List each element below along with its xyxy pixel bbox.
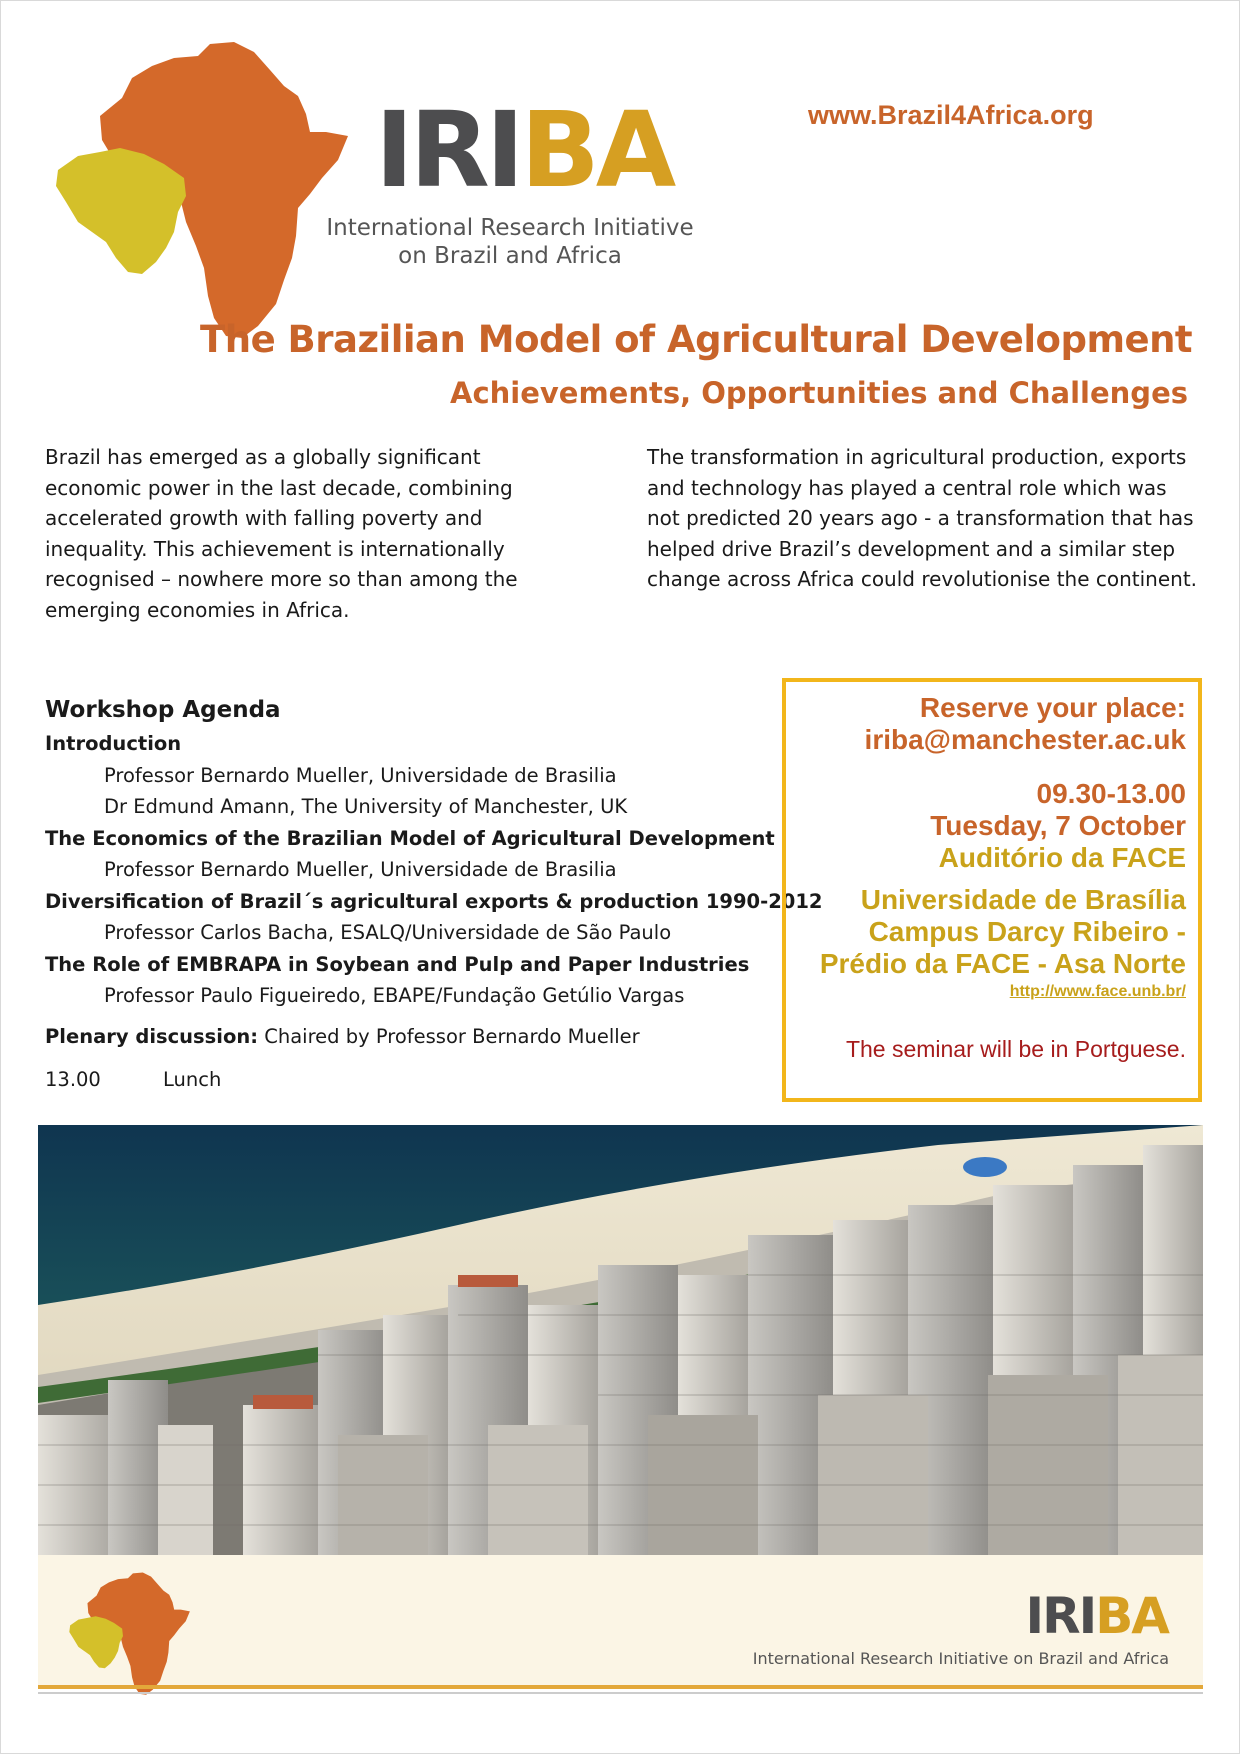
lunch-label: Lunch bbox=[163, 1068, 222, 1091]
workshop-agenda bbox=[45, 692, 823, 1096]
agenda-heading: Workshop Agenda bbox=[45, 697, 281, 723]
agenda-section-title: The Economics of the Brazilian Model of Agricultural Development bbox=[45, 826, 775, 850]
agenda-speaker: Professor Paulo Figueiredo, EBAPE/Fundação Getúlio Vargas bbox=[104, 984, 685, 1007]
agenda-speaker: Professor Bernardo Mueller, Universidade de Brasilia bbox=[104, 858, 617, 881]
brand-logo bbox=[375, 89, 673, 211]
agenda-speaker: Professor Carlos Bacha, ESALQ/Universidade de São Paulo bbox=[104, 921, 672, 944]
footer-brand-iri: IRI bbox=[1025, 1587, 1096, 1645]
spacer bbox=[786, 874, 1186, 884]
plenary-text: Chaired by Professor Bernardo Mueller bbox=[258, 1024, 640, 1048]
footer-subtitle: International Research Initiative on Brazil and Africa bbox=[752, 1649, 1169, 1668]
spacer bbox=[786, 756, 1186, 778]
face-website-link[interactable]: http://www.face.unb.br/ bbox=[1009, 983, 1186, 1000]
africa-brazil-footer-icon bbox=[66, 1569, 194, 1697]
language-note: The seminar will be in Portguese. bbox=[845, 1036, 1186, 1062]
event-time: 09.30-13.00 bbox=[1036, 778, 1186, 809]
brand-iri: IRI bbox=[375, 89, 521, 211]
reserve-box bbox=[782, 678, 1202, 1102]
intro-paragraph-right: The transformation in agricultural production, exports and technology has played a central role which was not predicted 20 years ago - a transformation that has helped drive Brazil’s development and a similar step change across Africa could revolutionise the continent. bbox=[647, 445, 1198, 591]
page-title: The Brazilian Model of Agricultural Development bbox=[200, 318, 1193, 361]
footer-divider bbox=[38, 1685, 1203, 1689]
reserve-email[interactable]: iriba@manchester.ac.uk bbox=[864, 724, 1186, 755]
agenda-speaker: Professor Bernardo Mueller, Universidade de Brasilia bbox=[104, 763, 617, 787]
agenda-section-title: Introduction bbox=[45, 732, 182, 755]
lunch-time: 13.00 bbox=[45, 1068, 101, 1091]
plenary-discussion bbox=[45, 1021, 785, 1053]
africa-brazil-logo-icon bbox=[48, 36, 358, 341]
event-building: Prédio da FACE - Asa Norte bbox=[819, 948, 1186, 979]
brand-subtitle bbox=[320, 214, 700, 270]
event-university: Universidade de Brasília bbox=[860, 884, 1186, 915]
agenda-section-title: The Role of EMBRAPA in Soybean and Pulp and Paper Industries bbox=[45, 952, 750, 976]
page-subtitle: Achievements, Opportunities and Challenges bbox=[450, 376, 1188, 410]
brand-ba: BA bbox=[520, 89, 673, 211]
reserve-heading: Reserve your place: bbox=[919, 692, 1186, 723]
footer-divider-secondary bbox=[38, 1692, 1203, 1694]
agenda-section-title: Diversification of Brazil´s agricultural exports & production 1990-2012 bbox=[45, 889, 823, 913]
event-date: Tuesday, 7 October bbox=[930, 810, 1186, 841]
agenda-speaker: Dr Edmund Amann, The University of Manchester, UK bbox=[104, 795, 628, 818]
footer-brand-ba: BA bbox=[1095, 1587, 1168, 1645]
plenary-label: Plenary discussion: bbox=[45, 1024, 259, 1048]
beach-city-photo bbox=[38, 1125, 1203, 1555]
intro-paragraph-left: Brazil has emerged as a globally significant economic power in the last decade, combining accelerated growth with falling poverty and inequality. This achievement is internationally recognised – nowhere more so than among the emerging economies in Africa. bbox=[45, 445, 518, 622]
event-campus: Campus Darcy Ribeiro - bbox=[868, 916, 1186, 947]
brand-subtitle-line1: International Research Initiative bbox=[326, 215, 694, 241]
lunch-row bbox=[45, 1064, 785, 1096]
footer-brand-logo bbox=[1025, 1587, 1168, 1645]
brand-subtitle-line2: on Brazil and Africa bbox=[398, 243, 622, 269]
website-link[interactable]: www.Brazil4Africa.org bbox=[808, 100, 1094, 130]
footer bbox=[38, 1555, 1203, 1685]
event-venue: Auditório da FACE bbox=[938, 842, 1186, 873]
